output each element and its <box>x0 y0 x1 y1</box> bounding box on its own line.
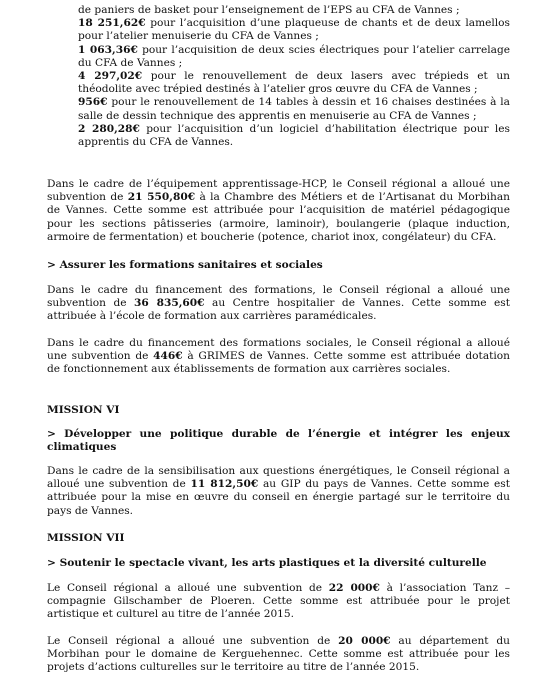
sanitaires-paragraph: Dans le cadre du financement des formations, le Conseil régional a alloué une subvention de 36 835,60€ au Centre hospitalier de Vannes. Cette somme est attribuée à l’école de formation aux carrières paramédicales. <box>47 284 510 323</box>
list-item: 1 063,36€ pour l’acquisition de deux scies électriques pour l’atelier carrelage du CFA de Vannes ; <box>78 43 510 69</box>
list-item: 18 251,62€ pour l’acquisition d’une plaqueuse de chants et de deux lamellos pour l’atelier menuiserie du CFA de Vannes ; <box>78 17 510 43</box>
section-heading-sanitaires: > Assurer les formations sanitaires et sociales <box>47 259 323 271</box>
section-heading-energie: > Développer une politique durable de l’énergie et intégrer les enjeux climatiques <box>47 428 510 454</box>
list-item: 956€ pour le renouvellement de 14 tables à dessin et 16 chaises destinées à la salle de dessin technique des apprentis en menuiserie au CFA de Vannes ; <box>78 96 510 122</box>
list-item: de paniers de basket pour l’enseignement de l’EPS au CFA de Vannes ; <box>78 4 460 16</box>
section-heading-culture: > Soutenir le spectacle vivant, les arts plastiques et la diversité culturelle <box>47 557 487 569</box>
hcp-paragraph: Dans le cadre de l’équipement apprentissage-HCP, le Conseil régional a alloué une subvention de 21 550,80€ à la Chambre des Métiers et de l’Artisanat du Morbihan de Vannes. Cette somme est attribuée pour l’acquisition de matériel pédagogique pour les sections pâtisseries (armoire, laminoir), boulangerie (plaque induction, armoire de fermentation) et boucherie (potence, chariot inox, congélateur) du CFA. <box>47 178 511 243</box>
equipment-list <box>78 4 510 149</box>
mission-heading-vi: MISSION VI <box>47 404 120 416</box>
tanz-paragraph: Le Conseil régional a alloué une subvention de 22 000€ à l’association Tanz – compagnie Gilschamber de Ploeren. Cette somme est attribuée pour le projet artistique et culturel au titre de l’année 2015. <box>47 582 511 621</box>
list-item: 2 280,28€ pour l’acquisition d’un logiciel d’habilitation électrique pour les apprentis du CFA de Vannes. <box>78 122 510 149</box>
kerguehennec-paragraph: Le Conseil régional a alloué une subvention de 20 000€ au département du Morbihan pour le domaine de Kerguehennec. Cette somme est attribuée pour les projets d’actions culturelles sur le territoire au titre de l’année 2015. <box>47 635 511 674</box>
energie-paragraph: Dans le cadre de la sensibilisation aux questions énergétiques, le Conseil régional a alloué une subvention de 11 812,50€ au GIP du pays de Vannes. Cette somme est attribuée pour la mise en œuvre du conseil en énergie partagé sur le territoire du pays de Vannes. <box>47 465 510 517</box>
mission-heading-vii: MISSION VII <box>47 532 125 544</box>
sociales-paragraph: Dans le cadre du financement des formations sociales, le Conseil régional a alloué une subvention de 446€ à GRIMES de Vannes. Cette somme est attribuée dotation de fonctionnement aux établissements de formation aux carrières sociales. <box>47 337 510 376</box>
list-item: 4 297,02€ pour le renouvellement de deux lasers avec trépieds et un théodolite avec trépied destinés à l’atelier gros œuvre du CFA de Vannes ; <box>78 70 510 96</box>
